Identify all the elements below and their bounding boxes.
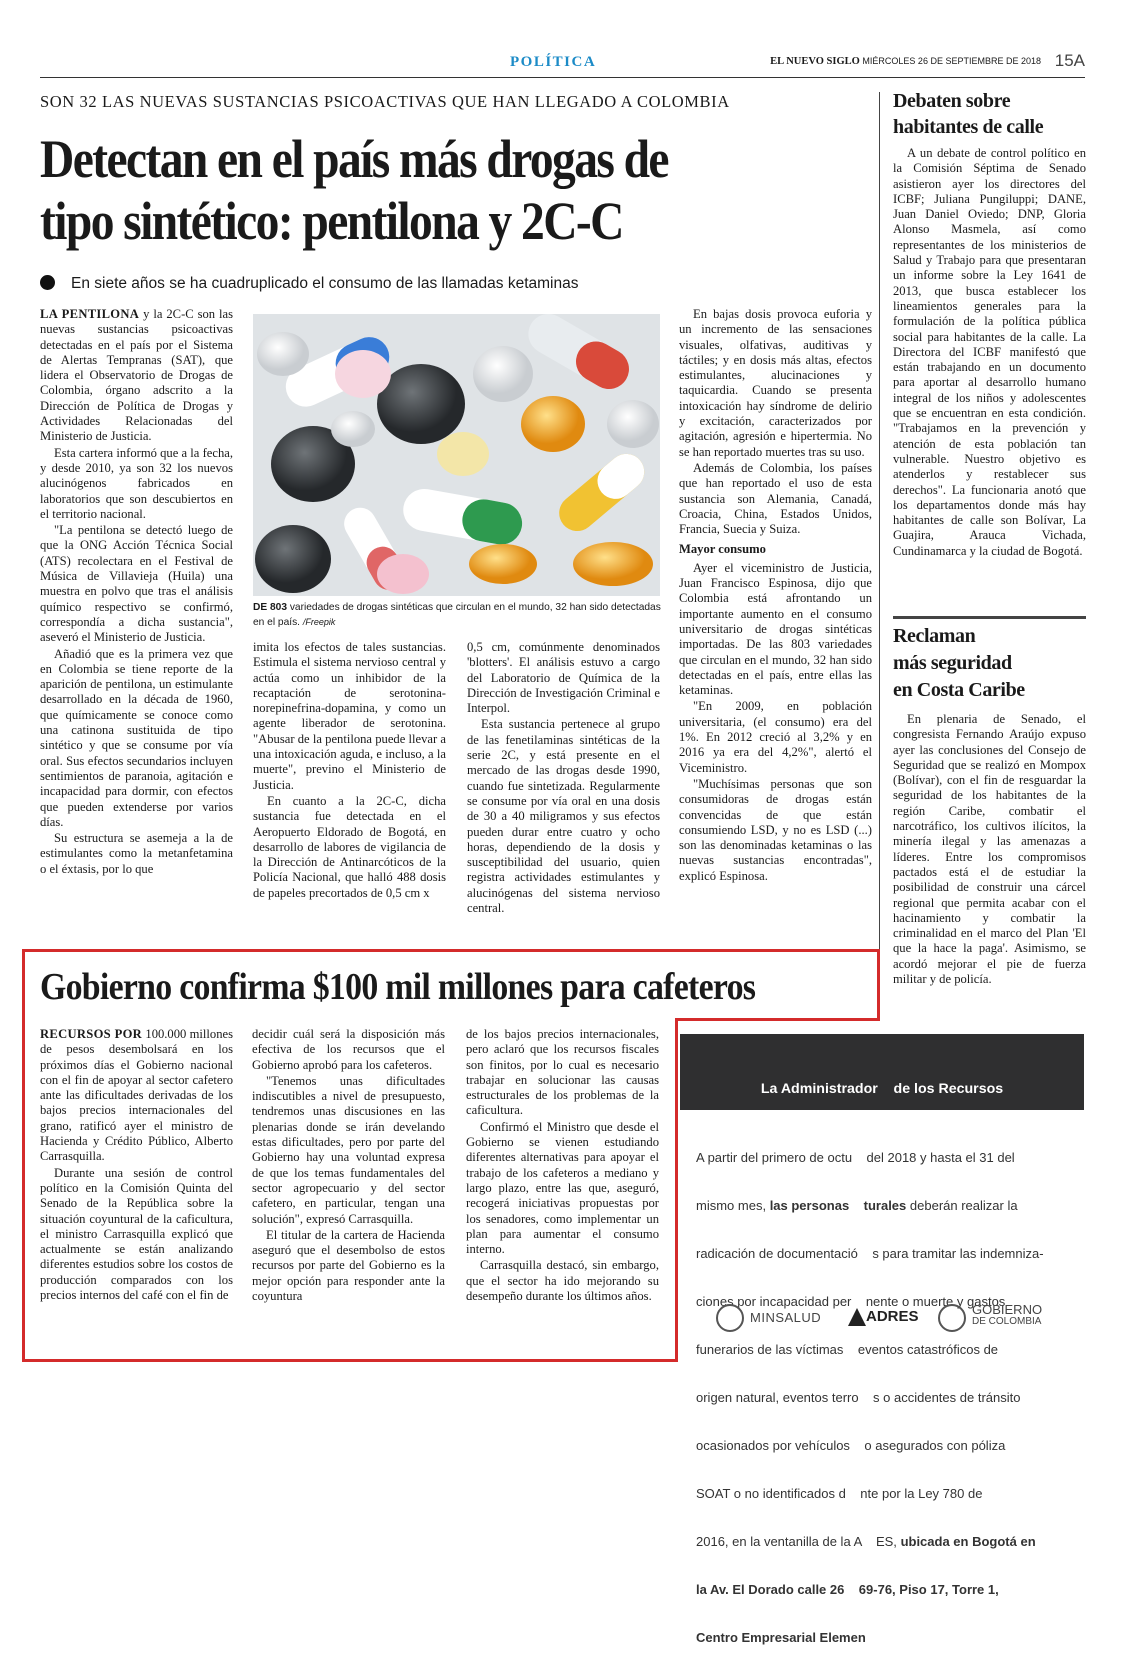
ad-header-line: La Administrador de los Recursos (760, 1081, 1004, 1097)
paragraph: imita los efectos de tales sustancias. Estimula el sistema nervioso central y actúa como un inhibidor de la recaptación de serotonina-norepinefrina-dopamina, y como un agente liberador de serotonina. "Abusar de la pentilona puede llevar a una intoxicación aguda, e incluso, a la muerte", previno el Ministerio de Justicia. (253, 640, 446, 792)
headline-line-1: Detectan en el país más drogas de (40, 129, 668, 189)
pills-illustration (253, 314, 660, 596)
ad-logos (680, 1300, 1084, 1340)
ad-emphasis: ubicada en Bogotá en (900, 1534, 1036, 1549)
paragraph: En cuanto a la 2C-C, dicha sustancia fue detectada en el Aeropuerto Eldorado de Bogotá, en desarrollo de labores de vigilancia de la Dirección de Antinarcóticos de la Policía Nacional, que halló 488 dosis de papeles precortados de 0,5 cm x (253, 793, 446, 900)
paragraph: decidir cuál será la disposición más efectiva de los recursos que el Gobierno aprobó para los cafeteros. (252, 1027, 445, 1072)
paragraph: Esta sustancia pertenece al grupo de las fenetilaminas sintéticas de la serie 2C, y está presente en el mercado de las drogas desde 1990, cuando fue sintetizada. Regularmente se consume por vía oral en una dosis de 30 a 40 miligramos y sus efectos pueden durar entre cuatro y ocho horas, dependiendo de la dosis y susceptibilidad del usuario, quien registra actividades estimulantes y alucinógenas del sistema nervioso central. (467, 717, 660, 916)
caption-text: variedades de drogas sintéticas que circulan en el mundo, 32 han sido detectadas en el país. (253, 602, 661, 628)
adres-logo-text: ADRES (866, 1308, 919, 1325)
kicker: SON 32 LAS NUEVAS SUSTANCIAS PSICOACTIVAS QUE HAN LLEGADO A COLOMBIA (40, 92, 730, 111)
title-line: Debaten sobre (893, 90, 1011, 112)
paper-name: EL NUEVO SIGLO (770, 56, 860, 67)
page-number: 15A (1054, 51, 1085, 70)
ad-emphasis: turales (863, 1198, 907, 1213)
adres-logo-icon (848, 1308, 866, 1326)
main-column-4 (679, 307, 872, 929)
ad-line: ciones por incapacidad per nente o muerte y gastos (696, 1294, 1006, 1309)
paragraph: y la 2C-C son las nuevas sustancias psicoactivas detectadas en el país por el Sistema de Alertas Tempranas (SAT), que lidera el Observatorio de Drogas de Colombia, órgano adscrito a la Dirección de Política de Drogas y Actividades Relacionadas del Ministerio de Justicia. (40, 307, 233, 444)
main-column-3 (467, 640, 660, 930)
paragraph: 100.000 millones de pesos desembolsará en los próximos días el Gobierno nacional con el fin de apoyar al sector cafetero ante las dificultades derivadas de los bajos precios internacionales del grano, ratificó ayer el ministro de Hacienda y Crédito Público, Alberto Carrasquilla. (40, 1027, 233, 1164)
subhead: Mayor consumo (679, 542, 766, 557)
paragraph: A un debate de control político en la Comisión Séptima de Senado asistieron ayer los directores del ICBF; Juliana Pungiluppi; DANE, Juan Daniel Oviedo; DNP, Gloria Alonso Masmela, así como representantes de los ministerios de Salud y Trabajo para que presentaran un informe sobre la Ley 1641 de 2013, que busca establecer los lineamientos generales para la formulación de la política pública social para habitantes de la calle. La Directora del ICBF manifestó que están trabajando en un documento para aportar al desarrollo humano integral de los niños y adolescentes que se encuentran en esta condición. "Trabajamos en la prevención y atención de esta población tan vulnerable. Nuestro objetivo es atenderlos y restablecer sus derechos". La funcionaria anotó que los departamentos donde más hay habitantes de calle son Bolívar, La Guajira, Arauca Vichada, Cundinamarca y la ciudad de Bogotá. (893, 146, 1086, 558)
ad-line: ocasionados por vehículos o asegurados con póliza (696, 1438, 1006, 1453)
paragraph: Esta cartera informó que a la fecha, y desde 2010, ya son 32 los nuevos alucinógenos fabricados en laboratorios que son descubiertos en el territorio nacional. (40, 445, 233, 521)
main-column-1 (40, 307, 233, 927)
paragraph: Carrasquilla destacó, sin embargo, que el sector ha ido mejorando su desempeño durante los últimos años. (466, 1258, 659, 1304)
lead-in: RECURSOS POR (40, 1027, 143, 1041)
minsalud-seal-icon (716, 1304, 744, 1332)
sidebar-rule (893, 616, 1086, 619)
masthead (770, 56, 1041, 67)
section-label: POLÍTICA (510, 54, 597, 70)
ad-line: SOAT o no identificados d nte por la Ley 780 de (696, 1486, 983, 1501)
ad-line: Centro Empresarial Elemen (696, 1630, 866, 1645)
paragraph: "En 2009, en población universitaria, (el consumo) era del 1%. En 2012 creció al 3,2% y en 2016 ya era del 4,2%", alertó el Viceministro. (679, 699, 872, 775)
coffee-headline: Gobierno confirma $100 mil millones para cafeteros (40, 966, 756, 1008)
page-header (40, 50, 1085, 78)
ad-line: A partir del primero de octu del 2018 y hasta el 31 del (696, 1150, 1015, 1165)
ad-header-line: ADRES – informa a ciudadanía que: (755, 1183, 1009, 1199)
paragraph: Durante una sesión de control político en la Comisión Quinta del Senado de la República sobre la situación coyuntural de la caficultura, el ministro Carrasquilla explicó que actualmente se están analizando diferentes estudios sobre los costos de producción comparados con los precios internos del café con el fin de (40, 1165, 233, 1303)
sidebar-story-2-title (893, 623, 1086, 704)
deck-text: En siete años se ha cuadruplicado el consumo de las llamadas ketaminas (71, 275, 579, 292)
ad-header-line: de la Seguridad ocial en Salud – (767, 1132, 997, 1148)
sidebar-story-2 (893, 623, 1086, 1032)
paragraph: El titular de la cartera de Hacienda aseguró que el desembolso de estos recursos por parte del Gobierno es la mejor opción para responder ante la coyuntura (252, 1227, 445, 1304)
title-line: en Costa Caribe (893, 679, 1025, 701)
sidebar-story-1 (893, 88, 1086, 606)
photo-caption (253, 601, 668, 630)
paragraph: Su estructura se asemeja a la de estimulantes como la metanfetamina o el éxtasis, por lo que (40, 831, 233, 876)
ad-text: mismo mes, (696, 1198, 767, 1213)
ad-line (696, 1534, 1072, 1550)
sidebar-story-2-body (893, 712, 1086, 1032)
title-line: más seguridad (893, 652, 1012, 674)
headline (40, 128, 668, 252)
ad-line: la Av. El Dorado calle 26 69-76, Piso 17, Torre 1, (696, 1582, 999, 1597)
ad-line: radicación de documentació s para tramitar las indemniza- (696, 1246, 1044, 1261)
sidebar-story-1-title (893, 88, 1086, 140)
coffee-frame-right-drop (877, 949, 880, 1021)
paragraph: En bajas dosis provoca euforia y un incremento de las sensaciones visuales, olfativas, auditivas y táctiles; y en dosis más altas, efectos estimulantes, alucinaciones y taquicardia. Cuando se presenta intoxicación hay síndrome de delirio y excitación, caracterizados por agitación, agresión e hipertermia. No se han reportado muertes tras su uso. (679, 307, 872, 459)
coffee-column-3 (466, 1027, 659, 1343)
ad-emphasis: las personas (769, 1198, 850, 1213)
bullet-icon (40, 275, 55, 290)
minsalud-logo-text: MINSALUD (750, 1310, 822, 1325)
paragraph: Confirmó el Ministro que desde el Gobierno se vienen estudiando diferentes alternativas para apoyar el trabajo de los cafeteros a mediano y largo plazo, entre las que, aseguró, recogerá iniciativas propuestas por los senadores, como implementar un plan para aumentar el consumo interno. (466, 1119, 659, 1257)
pills-photo (253, 314, 660, 596)
title-line: habitantes de calle (893, 116, 1044, 138)
coffee-column-2 (252, 1027, 445, 1343)
paragraph: de los bajos precios internacionales, pero aclaró que los recursos fiscales son finitos, por lo cual es necesario trabajar en solucionar las causas estructurales de los problemas de la caficultura. (466, 1027, 659, 1118)
logo-line: GOBIERNO (972, 1302, 1043, 1317)
issue-date: MIÉRCOLES 26 DE SEPTIEMBRE DE 2018 (862, 56, 1041, 66)
gobierno-logo-text (972, 1304, 1042, 1328)
paragraph: "Muchísimas personas que son consumidoras de drogas están convencidas de que están consumiendo LSD, y no es LSD (...) son las denominadas ketaminas o las nuevas sustancias encontradas", explicó Espinosa. (679, 776, 872, 883)
paragraph: 0,5 cm, comúnmente denominados 'blotters'. El análisis estuvo a cargo del Laboratorio de Química de la Dirección de Investigación Criminal e Interpol. (467, 640, 660, 716)
sidebar-story-1-body (893, 146, 1086, 606)
ad-line (696, 1198, 1072, 1214)
photo-credit: /Freepik (302, 617, 336, 627)
sidebar-divider (879, 92, 880, 1014)
ad-line: funerarios de las víctimas eventos catastróficos de (696, 1342, 999, 1357)
paragraph: Añadió que es la primera vez que en Colombia se tiene reporte de la aparición de pentilona, un estimulante desarrollado en la década de 1960, que químicamente se conoce como una catinona sustituida de tipo sintético y que se consume por vía oral. Sus efectos secundarios incluyen sentimientos de paranoia, agitación e incapacidad para dormir, con efectos que pueden extenderse por varios días. (40, 646, 233, 829)
ad-text: 2016, en la ventanilla de la A ES, (696, 1534, 897, 1549)
ad-body (696, 1118, 1072, 1678)
adres-ad (680, 1034, 1084, 1645)
coffee-frame-mid (675, 1018, 880, 1021)
lead-in: LA PENTILONA (40, 307, 140, 321)
paragraph: "La pentilona se detectó luego de que la ONG Acción Técnica Social (ATS) recolectara en el Festival de Música de Villavieja (Huila) una muestra en polvo que tras el análisis químico respectivo se confirmó, correspondía a dicha sustancia", aseveró el Ministerio de Justicia. (40, 523, 233, 645)
ad-line: origen natural, eventos terro s o accidentes de tránsito (696, 1390, 1021, 1405)
paragraph: Además de Colombia, los países que han reportado el uso de esta sustancia son Alemania, Canadá, Croacia, China, Estados Unidos, Francia, Suecia y Suiza. (679, 460, 872, 537)
ad-text: deberán realizar la (909, 1198, 1018, 1213)
coffee-column-1 (40, 1027, 233, 1343)
main-column-2 (253, 640, 446, 930)
caption-lead: DE 803 (253, 602, 287, 613)
logo-line: DE COLOMBIA (972, 1316, 1042, 1327)
paragraph: En plenaria de Senado, el congresista Fernando Araújo expuso ayer las conclusiones del Consejo de Seguridad que se realizó en Mompox (Bolívar), con el fin de resguardar la seguridad de los habitantes de la región Caribe, combatir el narcotráfico, los cultivos ilícitos, la minería ilegal y las amenazas a líderes. Entre los compromisos pactados está el de estudiar la posibilidad de construir una cárcel regional que permita acabar con el hacinamiento y combatir la criminalidad en el marco del Plan 'El que la hace la paga'. Asimismo, se acordó mejorar el pie de fuerza militar y de policía. (893, 712, 1086, 987)
headline-line-2: tipo sintético: pentilona y 2C-C (40, 191, 623, 251)
deck (40, 275, 579, 293)
paragraph: Ayer el viceministro de Justicia, Juan Francisco Espinosa, dijo que Colombia está afrontando un importante aumento en el consumo universitario de drogas sintéticas importadas. De las 803 variedades que circulan en el mundo, 32 han sido detectadas en el país, entre ellas las ketaminas. (679, 560, 872, 698)
title-line: Reclaman (893, 625, 976, 647)
paragraph: "Tenemos unas dificultades indiscutibles a nivel de presupuesto, tendremos unas discusiones en las plenarias donde se irán develando estas dificultades, pero por parte del Gobierno hay una voluntad expresa de que los temas fundamentales del sector agropecuario y del sector cafetero, en particular, tengan una solución", expresó Carrasquilla. (252, 1073, 445, 1226)
gobierno-seal-icon (938, 1304, 966, 1332)
